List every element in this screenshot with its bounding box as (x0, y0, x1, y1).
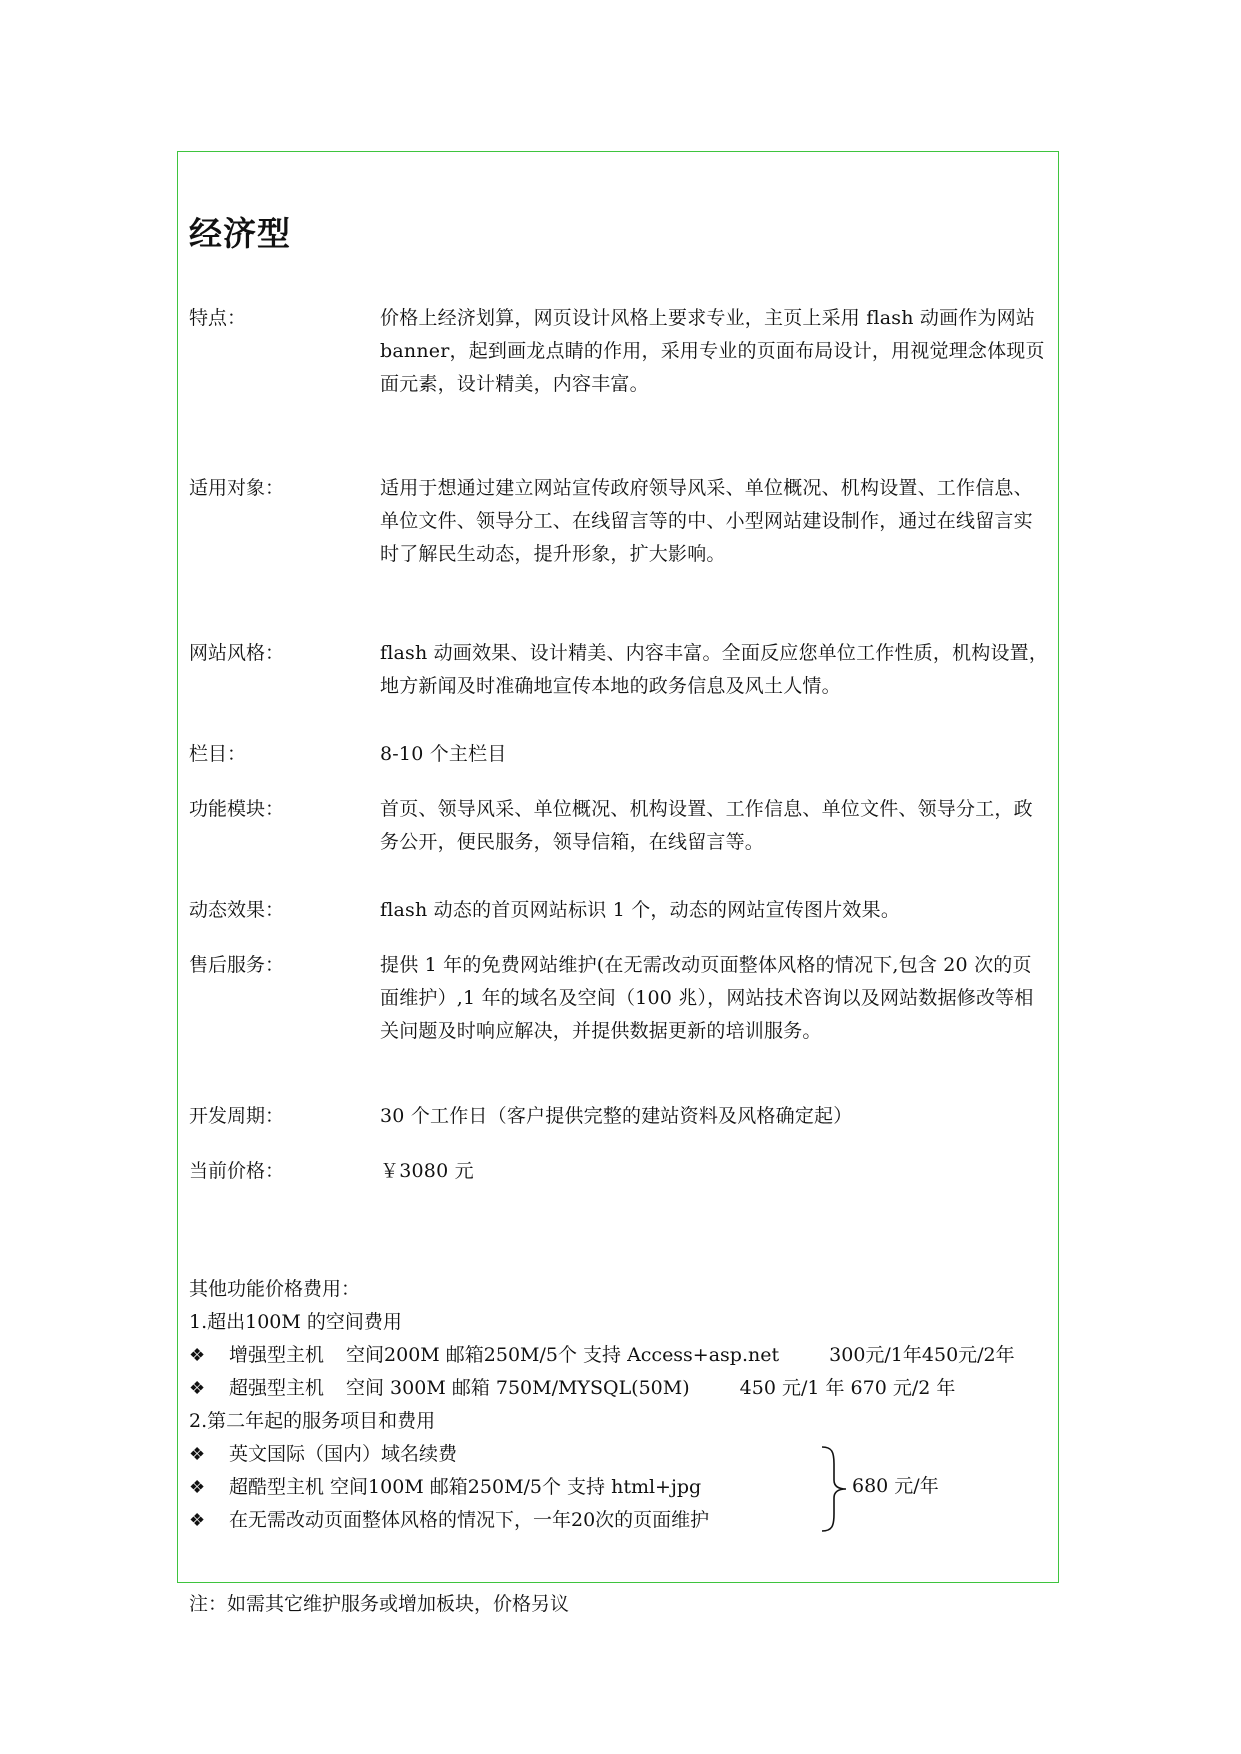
list-item (189, 1438, 1059, 1471)
diamond-bullet-icon: ❖ (189, 1477, 206, 1498)
detail-value: flash 动画效果、设计精美、内容丰富。全面反应您单位工作性质，机构设置，地方新闻及时准确地宣传本地的政务信息及风土人情。 (380, 642, 1049, 697)
diamond-bullet-icon: ❖ (189, 1378, 206, 1399)
item-name: 超强型主机 (229, 1377, 325, 1399)
detail-label: 开发周期： (189, 1105, 285, 1127)
detail-value: 8-10 个主栏目 (380, 743, 507, 765)
item-price: 300元/1年450元/2年 (829, 1344, 1015, 1366)
item-text: 英文国际（国内）域名续费 (229, 1443, 458, 1465)
detail-value: 适用于想通过建立网站宣传政府领导风采、单位概况、机构设置、工作信息、单位文件、领导分工、在线留言等的中、小型网站建设制作，通过在线留言实时了解民生动态，提升形象，扩大影响。 (380, 477, 1033, 565)
section2-price: 680 元/年 (852, 1475, 939, 1497)
item-spec: 空间 300M 邮箱 750M/MYSQL(50M) (346, 1377, 690, 1399)
detail-value: 首页、领导风采、单位概况、机构设置、工作信息、单位文件、领导分工，政务公开，便民服务，领导信箱，在线留言等。 (380, 798, 1033, 853)
item-spec: 空间200M 邮箱250M/5个 支持 Access+asp.net (346, 1344, 780, 1366)
detail-value: 30 个工作日（客户提供完整的建站资料及风格确定起） (380, 1105, 853, 1127)
footnote: 注：如需其它维护服务或增加板块，价格另议 (189, 1593, 570, 1615)
detail-label: 特点： (189, 307, 247, 329)
extras-section1-title: 1.超出100M 的空间费用 (189, 1311, 402, 1333)
curly-brace-icon (818, 1444, 848, 1534)
detail-label: 功能模块： (189, 798, 285, 820)
page-title: 经济型 (189, 214, 291, 253)
detail-value: flash 动态的首页网站标识 1 个，动态的网站宣传图片效果。 (380, 899, 901, 921)
detail-label: 当前价格： (189, 1160, 285, 1182)
list-item (189, 1339, 1059, 1372)
detail-label: 网站风格： (189, 642, 285, 664)
detail-label: 售后服务： (189, 954, 285, 976)
detail-value: 价格上经济划算，网页设计风格上要求专业，主页上采用 flash 动画作为网站 banner，起到画龙点睛的作用，采用专业的页面布局设计，用视觉理念体现页面元素，设计精美，内容丰富。 (380, 307, 1045, 395)
item-text: 超酷型主机 空间100M 邮箱250M/5个 支持 html+jpg (229, 1476, 702, 1498)
item-price: 450 元/1 年 670 元/2 年 (739, 1377, 956, 1399)
diamond-bullet-icon: ❖ (189, 1444, 206, 1465)
diamond-bullet-icon: ❖ (189, 1345, 206, 1366)
list-item (189, 1504, 1059, 1537)
extras-heading: 其他功能价格费用： (189, 1278, 361, 1300)
item-name: 增强型主机 (229, 1344, 325, 1366)
item-text: 在无需改动页面整体风格的情况下，一年20次的页面维护 (229, 1509, 710, 1531)
extras-section2-title: 2.第二年起的服务项目和费用 (189, 1410, 436, 1432)
detail-value: 提供 1 年的免费网站维护(在无需改动页面整体风格的情况下,包含 20 次的页面维护）,1 年的域名及空间（100 兆），网站技术咨询以及网站数据修改等相关问题及时响应解决，并提供数据更新的培训服务。 (380, 954, 1034, 1042)
list-item (189, 1372, 1059, 1405)
diamond-bullet-icon: ❖ (189, 1510, 206, 1531)
detail-label: 适用对象： (189, 477, 285, 499)
detail-label: 动态效果： (189, 899, 285, 921)
detail-label: 栏目： (189, 743, 247, 765)
detail-value: ￥3080 元 (380, 1160, 474, 1182)
